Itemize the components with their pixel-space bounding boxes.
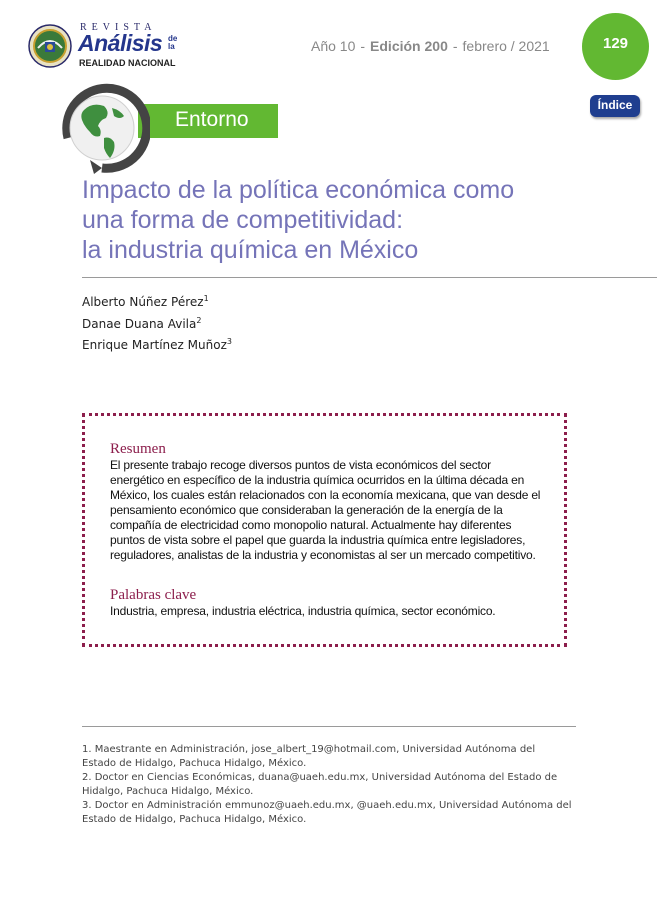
edition-date: febrero / 2021 <box>462 38 550 54</box>
footnote-2: 2. Doctor en Ciencias Económicas, duana@uaeh.edu.mx, Universidad Autónoma del Estado de Hidalgo, Pachuca Hidalgo, México. <box>82 772 558 797</box>
author-footnote-ref[interactable]: 3 <box>226 337 232 346</box>
logo-dela-text: de la <box>168 34 178 51</box>
title-line-3: la industria química en México <box>82 236 419 264</box>
seal-icon <box>28 24 72 68</box>
footnote-1: 1. Maestrante en Administración, jose_albert_19@hotmail.com, Universidad Autónoma del Estado de Hidalgo, Pachuca Hidalgo, México. <box>82 744 536 769</box>
edition-info: Año 10 - Edición 200 - febrero / 2021 <box>311 38 550 54</box>
footnotes <box>82 743 572 827</box>
article-title <box>82 175 622 265</box>
footnote-divider <box>82 726 576 727</box>
title-line-2: una forma de competitividad: <box>82 206 404 234</box>
abstract-text: El presente trabajo recoge diversos puntos de vista económicos del sector energético en específico de la industria química ocurridos en la última década en México, los cuales están relacionados con la economía mexicana, que van desde el pensamiento económico que consideraban la generación de la energía de la compañía de electricidad como monopolio natural. Actualmente hay diferentes puntos de vista sobre el papel que guarda la industria química entre legisladores, reguladores, analistas de la industria y economistas al ser un mercado competitivo. <box>110 458 541 562</box>
keywords-text: Industria, empresa, industria eléctrica, industria química, sector económico. <box>110 604 496 618</box>
journal-logo <box>28 22 188 74</box>
abstract-heading: Resumen <box>110 441 166 457</box>
logo-realidad-text: REALIDAD NACIONAL <box>79 58 176 68</box>
page-number-badge: 129 <box>582 13 649 80</box>
author-name: Danae Duana Avila <box>82 317 197 331</box>
index-button[interactable]: Índice <box>590 95 640 117</box>
keywords-heading: Palabras clave <box>110 587 197 603</box>
edition-year: Año 10 <box>311 38 356 54</box>
author-footnote-ref[interactable]: 1 <box>203 294 209 303</box>
logo-revista-text: REVISTA <box>80 22 157 33</box>
globe-icon <box>54 80 150 176</box>
title-line-1: Impacto de la política económica como <box>82 176 515 204</box>
abstract-box <box>82 413 567 647</box>
author-2 <box>82 316 201 331</box>
title-divider <box>82 277 657 278</box>
author-3 <box>82 337 232 352</box>
author-1 <box>82 294 209 309</box>
author-name: Enrique Martínez Muñoz <box>82 338 227 352</box>
author-footnote-ref[interactable]: 2 <box>196 316 202 325</box>
author-name: Alberto Núñez Pérez <box>82 295 204 309</box>
footnote-3: 3. Doctor en Administración emmunoz@uaeh.edu.mx, @uaeh.edu.mx, Universidad Autónoma del Estado de Hidalgo, Pachuca Hidalgo, México. <box>82 800 572 825</box>
section-label: Entorno <box>175 108 249 131</box>
logo-analisis-text: Análisis <box>78 30 163 56</box>
edition-issue: Edición 200 <box>370 38 448 54</box>
